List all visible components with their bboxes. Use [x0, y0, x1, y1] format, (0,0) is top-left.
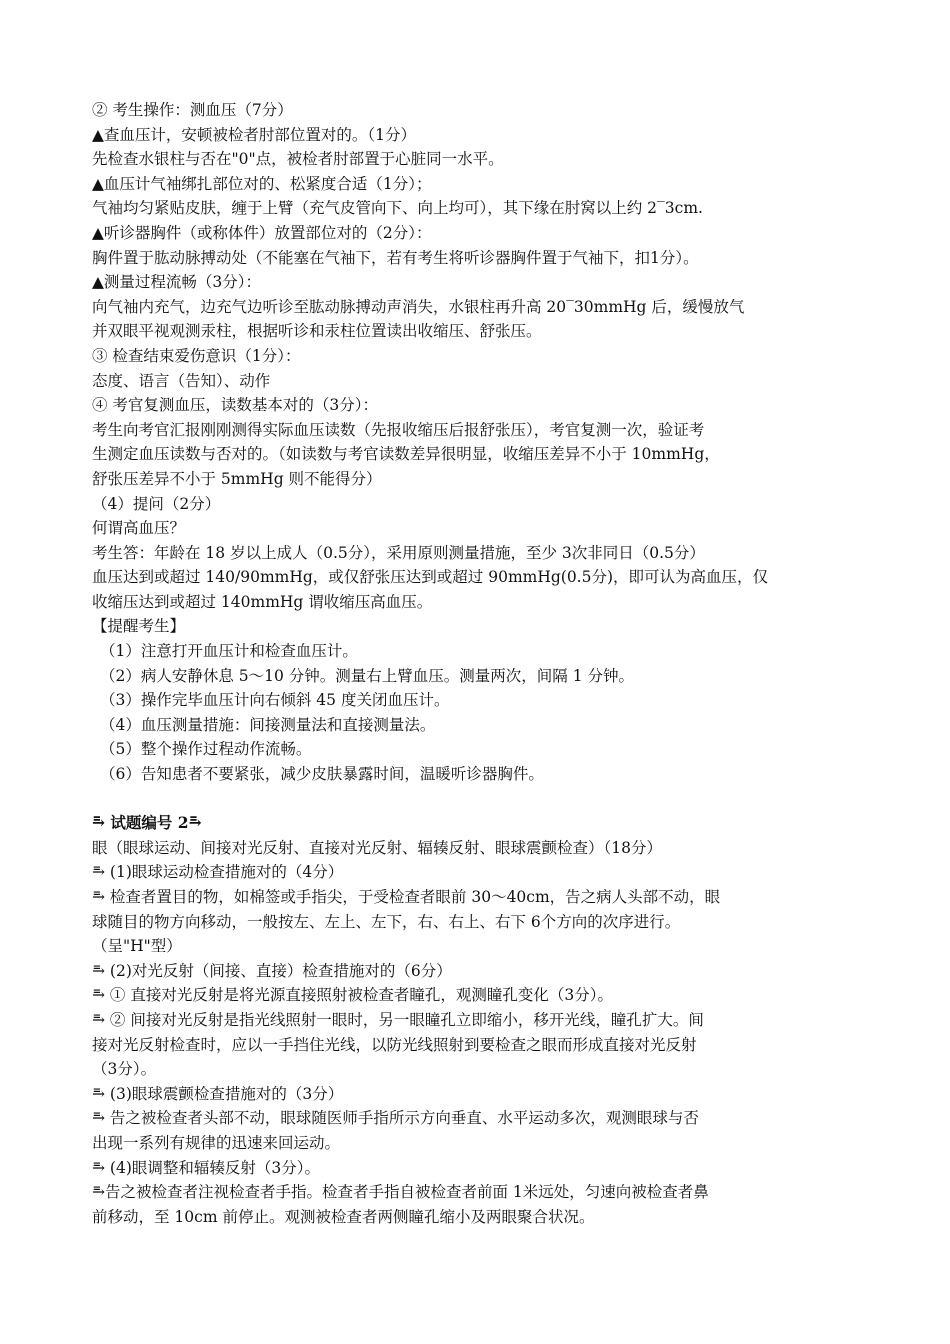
text-line: 态度、语言（告知）、动作 [92, 371, 271, 390]
criterion-line: ⥱ (1)眼球运动检查措施对的（4分） [92, 863, 344, 882]
text-line: ⥱ 告之被检查者头部不动，眼球随医师手指所示方向垂直、水平运动多次，观测眼球与否 [92, 1109, 699, 1128]
criterion-line: ⥱ (3)眼球震颤检查措施对的（3分） [92, 1084, 344, 1103]
reminder-item: （1）注意打开血压计和检查血压计。 [100, 642, 358, 661]
text-line: 向气袖内充气，边充气边听诊至肱动脉搏动声消失，水银柱再升高 20‾30mmHg 后，缓慢放气 [92, 297, 745, 316]
answer-line: 血压达到或超过 140/90mmHg，或仅舒张压达到或超过 90mmHg(0.5分)，即可认为高血压，仅 [92, 568, 769, 587]
text-line: （3分）。 [92, 1060, 157, 1079]
document-page [92, 98, 862, 1229]
reminder-item: （6）告知患者不要紧张，减少皮肤暴露时间，温暖听诊器胸件。 [100, 765, 544, 784]
text-line: 接对光反射检查时，应以一手挡住光线，以防光线照射到要检查之眼而形成直接对光反射 [92, 1035, 697, 1054]
text-line: ⥱ ② 间接对光反射是指光线照射一眼时，另一眼瞳孔立即缩小，移开光线，瞳孔扩大。间 [92, 1010, 704, 1029]
text-line: ⥱告之被检查者注视检查者手指。检查者手指自被检查者前面 1米远处，匀速向被检查者鼻 [92, 1183, 709, 1202]
criterion-line: ▲血压计气袖绑扎部位对的、松紧度合适（1分）； [92, 174, 432, 193]
criterion-line: ⥱ (4)眼调整和辐辏反射（3分）。 [92, 1158, 320, 1177]
text-line: 气袖均匀紧贴皮肤，缠于上臂（充气皮管向下、向上均可），其下缘在肘窝以上约 2‾3cm. [92, 199, 703, 218]
section-heading: ② 考生操作：测血压（7分） [92, 101, 293, 119]
reminder-item: （3）操作完毕血压计向右倾斜 45 度关闭血压计。 [100, 691, 450, 710]
section-heading: ④ 考官复测血压，读数基本对的（3分）： [92, 396, 379, 415]
text-line: 舒张压差异不小于 5mmHg 则不能得分） [92, 469, 382, 488]
text-line: 并双眼平视观测汞柱，根据听诊和汞柱位置读出收缩压、舒张压。 [92, 322, 542, 341]
reminder-item: （2）病人安静休息 5～10 分钟。测量右上臂血压。测量两次，间隔 1 分钟。 [100, 666, 635, 685]
reminder-heading: 【提醒考生】 [92, 617, 186, 636]
text-line: （呈"H"型） [92, 937, 182, 956]
text-line: 球随目的物方向移动，一般按左、左上、左下，右、右上、右下 6个方向的次序进行。 [92, 912, 681, 931]
text-line: ⥱ 检查者置目的物，如棉签或手指尖，于受检查者眼前 30～40cm，告之病人头部不动，眼 [92, 888, 721, 906]
criterion-line: ⥱ (2)对光反射（间接、直接）检查措施对的（6分） [92, 961, 452, 980]
text-line: ⥱ ① 直接对光反射是将光源直接照射被检查者瞳孔，观测瞳孔变化（3分）。 [92, 986, 613, 1005]
section-heading: ③ 检查结束爱伤意识（1分）： [92, 346, 301, 365]
text-line: 生测定血压读数与否对的。（如读数与考官读数差异很明显，收缩压差异不小于 10mmHg， [92, 445, 720, 464]
criterion-line: ▲听诊器胸件（或称体件）放置部位对的（2分）： [92, 223, 432, 242]
answer-line: 考生答：年龄在 18 岁以上成人（0.5分），采用原则测量措施，至少 3次非同日（0.5分） [92, 543, 705, 562]
text-line: 前移动，至 10cm 前停止。观测被检查者两侧瞳孔缩小及两眼聚合状况。 [92, 1207, 595, 1226]
section-heading: （4）提问（2分） [92, 494, 221, 513]
criterion-line: ▲测量过程流畅（3分）： [92, 273, 262, 292]
question-line: 何谓高血压？ [92, 519, 186, 538]
question-title: 眼（眼球运动、间接对光反射、直接对光反射、辐辏反射、眼球震颤检查）（18分） [92, 838, 662, 857]
answer-line: 收缩压达到或超过 140mmHg 谓收缩压高血压。 [92, 592, 433, 611]
reminder-item: （4）血压测量措施：间接测量法和直接测量法。 [100, 715, 436, 734]
blank-line [92, 787, 862, 812]
text-line: 出现一系列有规律的迅速来回运动。 [92, 1133, 341, 1152]
criterion-line: ▲查血压计，安顿被检者肘部位置对的。（1分） [92, 125, 417, 144]
text-line: 先检查水银柱与否在"0"点，被检者肘部置于心脏同一水平。 [92, 150, 504, 169]
text-line: 胸件置于肱动脉搏动处（不能塞在气袖下，若有考生将听诊器胸件置于气袖下，扣1分）。 [92, 248, 699, 267]
question-number-heading: ⥱ 试题编号 2⥱ [92, 813, 202, 833]
reminder-item: （5）整个操作过程动作流畅。 [100, 740, 312, 759]
text-line: 考生向考官汇报刚刚测得实际血压读数（先报收缩压后报舒张压），考官复测一次，验证考 [92, 420, 705, 439]
